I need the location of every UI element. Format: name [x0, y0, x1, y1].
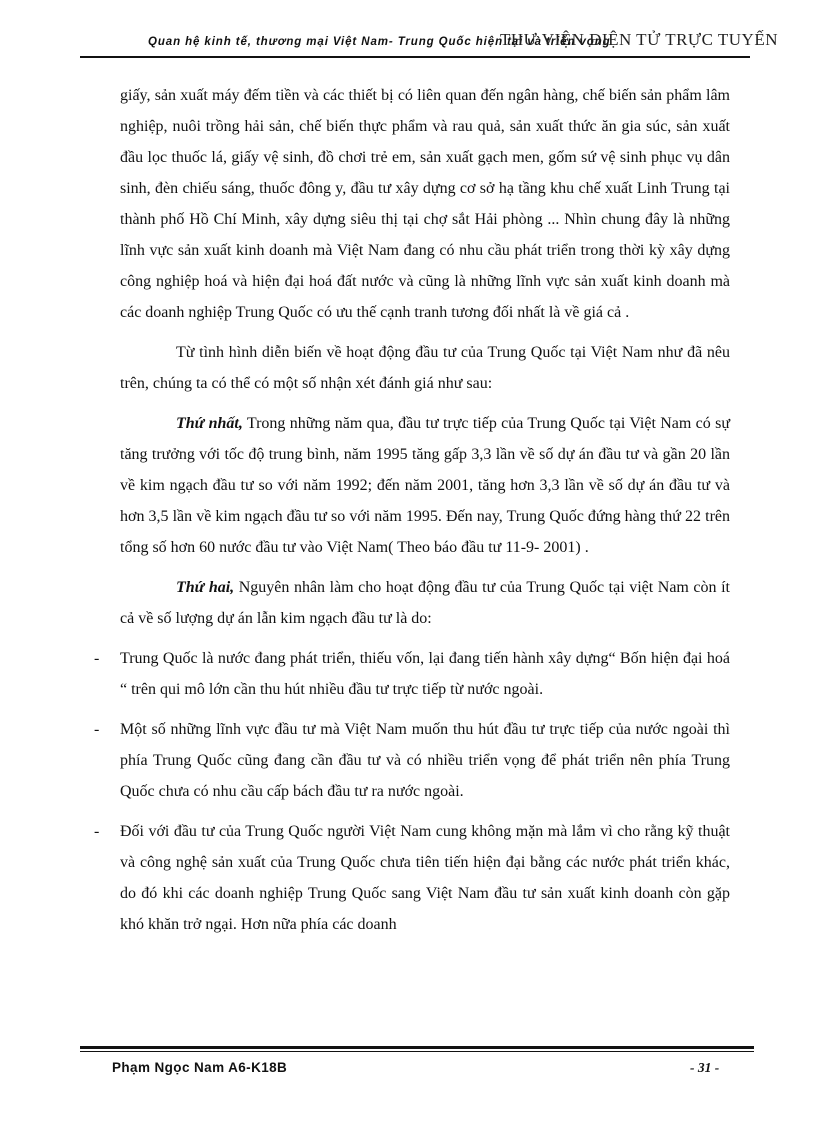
header-rule: [80, 56, 750, 58]
paragraph-4-lead: Thứ hai,: [176, 579, 235, 596]
page-number: - 31 -: [690, 1060, 720, 1075]
bullet-text-2: Một số những lĩnh vực đầu tư mà Việt Nam muốn thu hút đầu tư trực tiếp của nước ngoài thì phía Trung Quốc cũng đang cần đầu tư và có nhiều triển vọng để phát triển nên phía Trung Quốc chưa có nhu cầu cấp bách đầu tư ra nước ngoài.: [120, 721, 730, 800]
paragraph-3: [120, 408, 730, 563]
watermark-text: THƯ VIỆN ĐIỆN TỬ TRỰC TUYẾN: [500, 30, 778, 49]
page-header: [80, 30, 778, 58]
paragraph-3-text: Trong những năm qua, đầu tư trực tiếp của Trung Quốc tại Việt Nam có sự tăng trưởng với tốc độ trung bình, năm 1995 tăng gấp 3,3 lần về số dự án đầu tư và gần 20 lần về kim ngạch đầu tư so với năm 1992; đến năm 2001, tăng hơn 3,3 lần về số dự án đầu tư và hơn 3,5 lần về kim ngạch đầu tư so với năm 1995. Đến nay, Trung Quốc đứng hàng thứ 22 trên tổng số hơn 60 nước đầu tư vào Việt Nam( Theo báo đầu tư 11-9- 2001) .: [120, 415, 731, 556]
document-body: [94, 80, 731, 940]
footer-rule-thick: [80, 1046, 754, 1049]
footer-author: Phạm Ngọc Nam A6-K18B: [112, 1060, 288, 1075]
bullet-dash: -: [94, 650, 100, 667]
paragraph-1: giấy, sản xuất máy đếm tiền và các thiết bị có liên quan đến ngân hàng, chế biến sản phẩm lâm nghiệp, nuôi trồng hải sản, chế biến thực phẩm và rau quả, sản xuất thức ăn gia súc, sản xuất đầu lọc thuốc lá, giấy vệ sinh, đồ chơi trẻ em, sản xuất gạch men, gốm sứ vệ sinh phục vụ dân sinh, đèn chiếu sáng, thuốc đông y, đầu tư xây dựng cơ sở hạ tầng khu chế xuất Linh Trung tại thành phố Hồ Chí Minh, xây dựng siêu thị tại chợ sắt Hải phòng ... Nhìn chung đây là những lĩnh vực sản xuất kinh doanh mà Việt Nam đang có nhu cầu phát triển trong thời kỳ xây dựng công nghiệp hoá và hiện đại hoá đất nước và cũng là những lĩnh vực sản xuất kinh doanh mà các doanh nghiệp Trung Quốc có ưu thế cạnh tranh tương đối nhất là về giá cả .: [120, 87, 730, 321]
bullet-item-3: [94, 816, 730, 940]
bullet-text-1: Trung Quốc là nước đang phát triển, thiếu vốn, lại đang tiến hành xây dựng“ Bốn hiện đại hoá “ trên qui mô lớn cần thu hút nhiều đầu tư trực tiếp từ nước ngoài.: [120, 650, 730, 698]
bullet-item-2: [94, 714, 730, 807]
header-title: Quan hệ kinh tế, thương mại Việt Nam- Trung Quốc hiện tại và triển vọng: [148, 36, 611, 48]
footer-rule-thin: [80, 1051, 754, 1052]
paragraph-4-text: Nguyên nhân làm cho hoạt động đầu tư của Trung Quốc tại việt Nam còn ít cả về số lượng dự án lẫn kim ngạch đầu tư là do:: [120, 579, 730, 627]
bullet-item-1: [94, 643, 730, 705]
bullet-dash: -: [94, 823, 100, 840]
paragraph-3-lead: Thứ nhất,: [176, 415, 243, 432]
paragraph-4: [120, 572, 730, 634]
paragraph-2: Từ tình hình diễn biến về hoạt động đầu tư của Trung Quốc tại Việt Nam như đã nêu trên, chúng ta có thể có một số nhận xét đánh giá như sau:: [120, 344, 730, 392]
bullet-text-3: Đối với đầu tư của Trung Quốc người Việt Nam cung không mặn mà lắm vì cho rằng kỹ thuật và công nghệ sản xuất của Trung Quốc chưa tiên tiến hiện đại bằng các nước phát triển khác, do đó khi các doanh nghiệp Trung Quốc sang Việt Nam đầu tư sản xuất kinh doanh còn gặp khó khăn trở ngại. Hơn nữa phía các doanh: [120, 823, 730, 933]
bullet-dash: -: [94, 721, 100, 738]
